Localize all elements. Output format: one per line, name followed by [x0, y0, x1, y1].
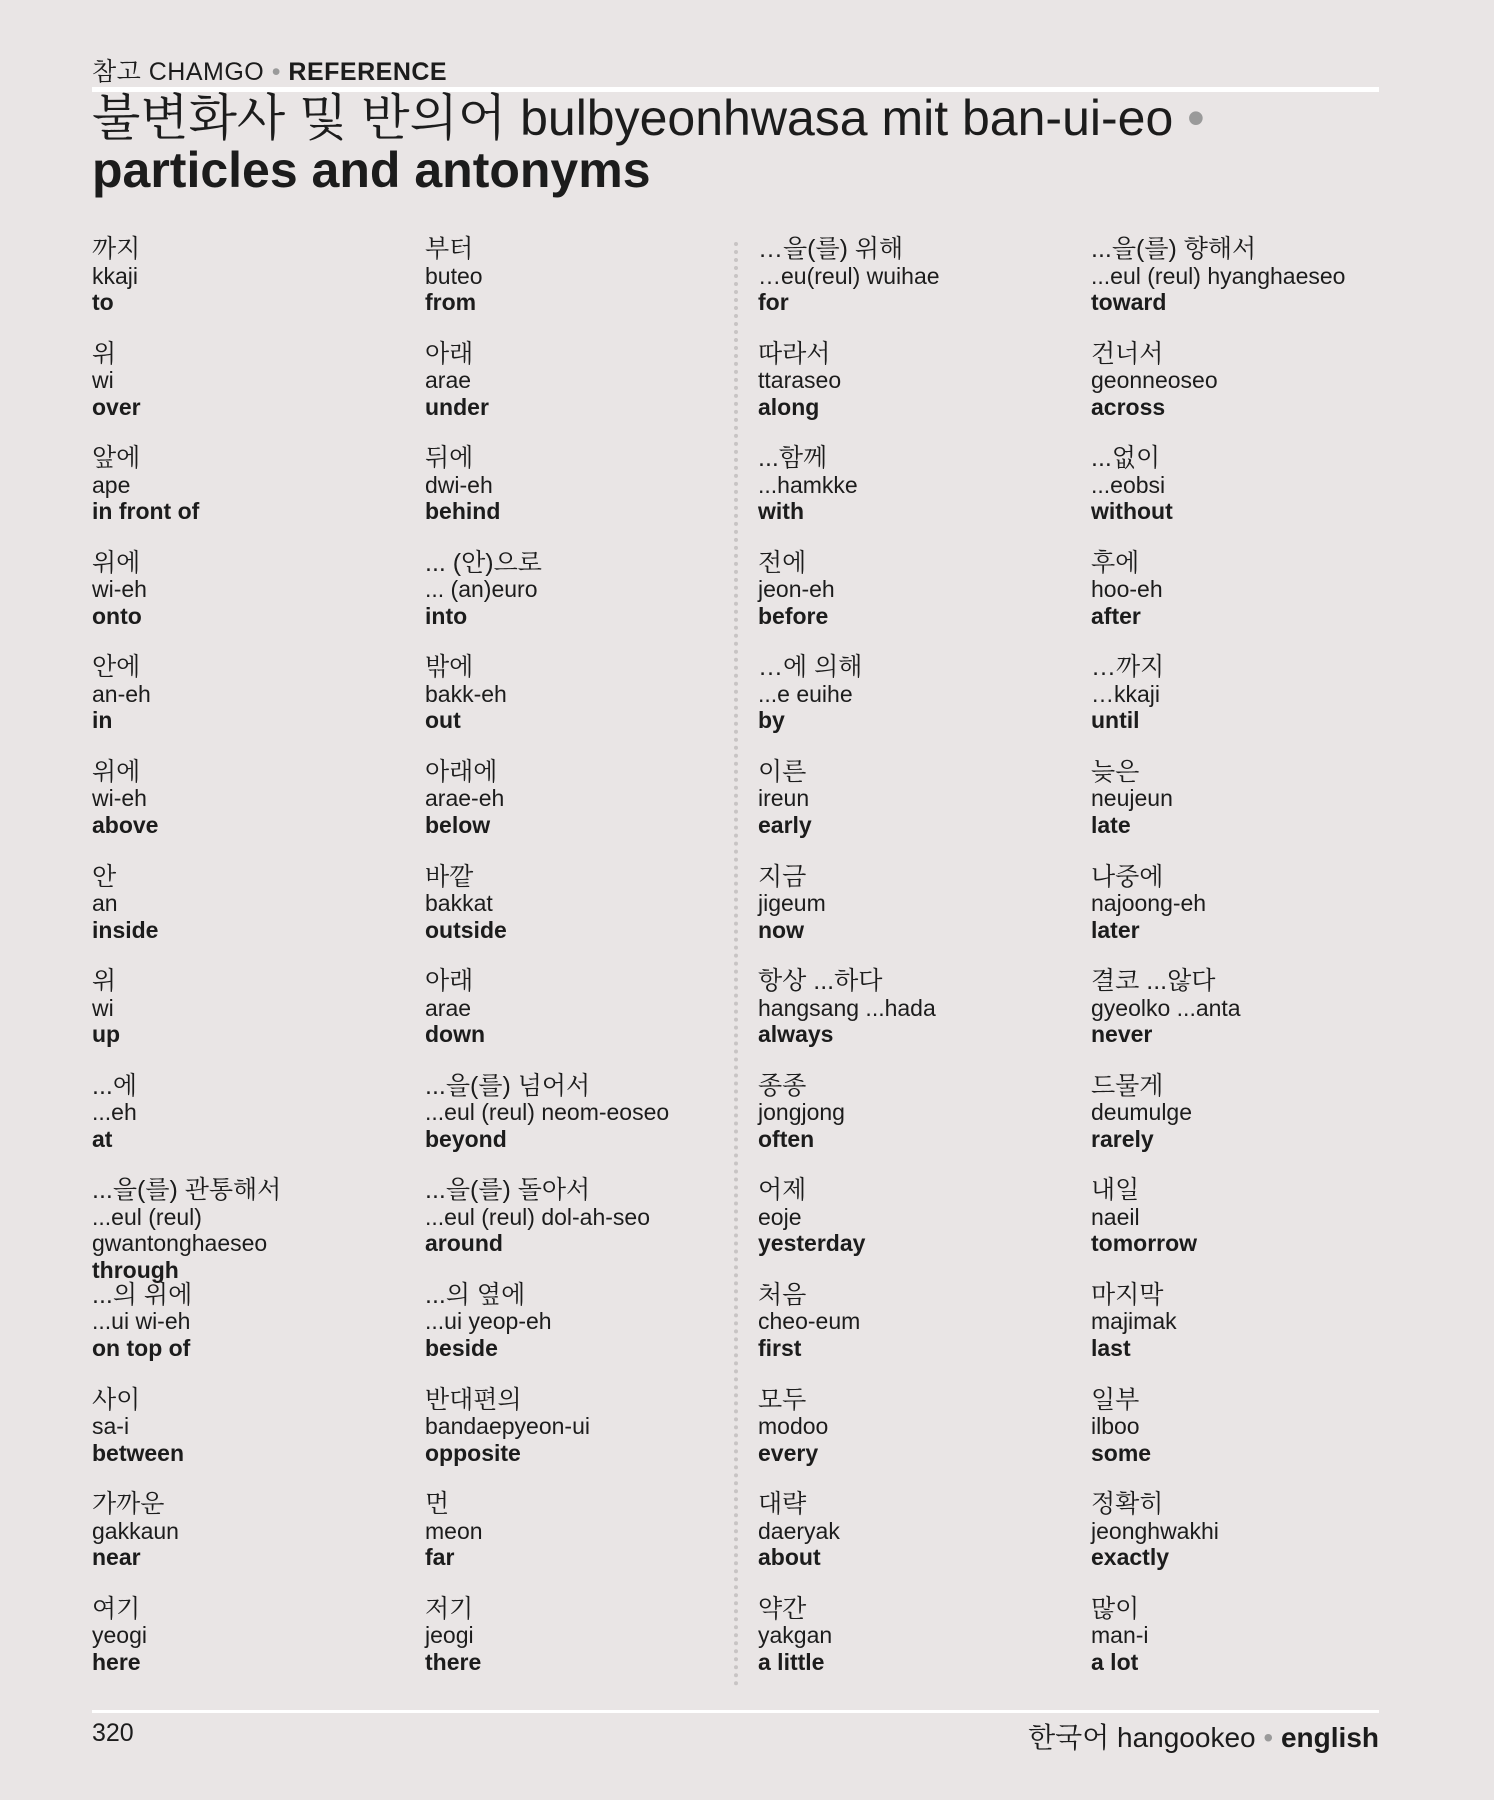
romanization: arae — [425, 994, 472, 1021]
list-item — [758, 1491, 1078, 1596]
romanization: …eu(reul) wuihae — [758, 262, 940, 289]
list-item — [1091, 236, 1411, 341]
english-word: on top of — [92, 1334, 191, 1361]
romanization: ...eul (reul) neom-eoseo — [425, 1099, 670, 1126]
section-kicker — [92, 52, 447, 88]
list-item — [1091, 1177, 1411, 1282]
english-word: yesterday — [758, 1230, 866, 1257]
romanization: bandaepyeon-ui — [425, 1413, 590, 1440]
romanization: jeonghwakhi — [1091, 1517, 1219, 1544]
korean-word: 약간 — [758, 1594, 807, 1623]
korean-word: 위 — [92, 967, 117, 996]
english-word: beside — [425, 1334, 498, 1361]
korean-word: 결코 ...않다 — [1091, 967, 1216, 996]
korean-word: 모두 — [758, 1385, 807, 1414]
english-word: every — [758, 1439, 819, 1466]
romanization: yeogi — [92, 1622, 147, 1649]
romanization: ttaraseo — [758, 367, 842, 394]
romanization: wi-eh — [92, 576, 147, 603]
romanization: ...ui wi-eh — [92, 1308, 191, 1335]
word-column — [1091, 236, 1411, 1700]
romanization: jeogi — [425, 1622, 474, 1649]
korean-word: 내일 — [1091, 1176, 1140, 1205]
list-item — [1091, 1387, 1411, 1492]
kicker-korean: 참고 CHAMGO — [92, 58, 265, 86]
romanization: jeon-eh — [758, 576, 835, 603]
romanization: cheo-eum — [758, 1308, 861, 1335]
list-item — [1091, 550, 1411, 655]
english-word: at — [92, 1125, 113, 1152]
romanization: deumulge — [1091, 1099, 1193, 1126]
english-word: near — [92, 1544, 141, 1571]
romanization: jongjong — [758, 1099, 845, 1126]
korean-word: 사이 — [92, 1385, 141, 1414]
footer-korean: 한국어 hangookeo — [1028, 1722, 1256, 1753]
english-word: beyond — [425, 1125, 507, 1152]
romanization: ilboo — [1091, 1413, 1140, 1440]
romanization: eoje — [758, 1203, 802, 1230]
list-item — [425, 1491, 745, 1596]
english-word: a little — [758, 1648, 825, 1675]
romanization: ape — [92, 471, 131, 498]
korean-word: 전에 — [758, 548, 807, 577]
english-word: now — [758, 916, 804, 943]
english-word: often — [758, 1125, 815, 1152]
list-item — [92, 1596, 412, 1701]
korean-word: 반대편의 — [425, 1385, 522, 1414]
korean-word: …에 의해 — [758, 653, 863, 682]
english-word: to — [92, 289, 114, 315]
korean-word: 저기 — [425, 1594, 474, 1623]
list-item — [425, 236, 745, 341]
list-item — [1091, 1491, 1411, 1596]
list-item — [425, 445, 745, 550]
english-word: with — [758, 498, 804, 525]
list-item — [1091, 864, 1411, 969]
korean-word: ...함께 — [758, 444, 828, 473]
list-item — [758, 1282, 1078, 1387]
english-word: between — [92, 1439, 185, 1466]
kicker-separator: • — [271, 58, 281, 86]
korean-word: 일부 — [1091, 1385, 1140, 1414]
korean-word: 부터 — [425, 235, 474, 263]
korean-word: 마지막 — [1091, 1280, 1164, 1309]
list-item — [1091, 654, 1411, 759]
english-word: a lot — [1091, 1648, 1139, 1675]
list-item — [758, 654, 1078, 759]
word-column — [92, 236, 412, 1700]
english-word: about — [758, 1544, 821, 1571]
korean-word: …까지 — [1091, 653, 1165, 682]
english-word: early — [758, 811, 812, 838]
korean-word: 따라서 — [758, 339, 831, 368]
word-column — [425, 236, 745, 1700]
korean-word: ...을(를) 향해서 — [1091, 235, 1257, 263]
english-word: until — [1091, 707, 1140, 734]
romanization: ...eul (reul) — [92, 1203, 202, 1230]
english-word: later — [1091, 916, 1140, 943]
list-item — [1091, 1596, 1411, 1701]
korean-word: 앞에 — [92, 444, 141, 473]
korean-word: ...의 위에 — [92, 1280, 193, 1309]
korean-word: 아래 — [425, 967, 474, 996]
english-word: always — [758, 1021, 834, 1048]
list-item — [425, 1387, 745, 1492]
english-word: around — [425, 1230, 503, 1257]
korean-word: 까지 — [92, 235, 141, 263]
english-word: from — [425, 289, 477, 315]
list-item — [758, 1073, 1078, 1178]
english-word: far — [425, 1544, 455, 1571]
english-word: down — [425, 1021, 486, 1048]
romanization: bakk-eh — [425, 680, 507, 707]
english-word: in — [92, 707, 113, 734]
list-item — [425, 1596, 745, 1701]
romanization: ...eh — [92, 1099, 137, 1126]
korean-word: 많이 — [1091, 1594, 1140, 1623]
list-item — [1091, 1282, 1411, 1387]
romanization: …kkaji — [1091, 680, 1161, 707]
list-item — [92, 759, 412, 864]
romanization: ...eul (reul) hyanghaeseo — [1091, 262, 1346, 289]
list-item — [425, 864, 745, 969]
list-item — [758, 864, 1078, 969]
korean-word: 건너서 — [1091, 339, 1164, 368]
list-item — [92, 1387, 412, 1492]
korean-word: 늦은 — [1091, 757, 1140, 786]
english-word: after — [1091, 602, 1141, 629]
korean-word: ... (안)으로 — [425, 548, 542, 577]
romanization: wi-eh — [92, 785, 147, 812]
romanization: ...hamkke — [758, 471, 858, 498]
korean-word: 위 — [92, 339, 117, 368]
romanization: ...e euihe — [758, 680, 853, 707]
romanization: buteo — [425, 262, 483, 289]
romanization: naeil — [1091, 1203, 1140, 1230]
korean-word: 지금 — [758, 862, 807, 891]
korean-word: 이른 — [758, 757, 807, 786]
list-item — [425, 1073, 745, 1178]
list-item — [92, 1073, 412, 1178]
romanization: an-eh — [92, 680, 151, 707]
list-item — [92, 968, 412, 1073]
korean-word: ...없이 — [1091, 444, 1161, 473]
romanization: ...eobsi — [1091, 471, 1166, 498]
romanization: gwantonghaeseo — [92, 1230, 268, 1257]
romanization: gakkaun — [92, 1517, 179, 1544]
english-word: rarely — [1091, 1125, 1154, 1152]
korean-word: 안에 — [92, 653, 141, 682]
footer-separator: • — [1263, 1722, 1274, 1753]
english-word: below — [425, 811, 491, 838]
korean-word: 종종 — [758, 1071, 807, 1100]
english-word: late — [1091, 811, 1131, 838]
english-word: opposite — [425, 1439, 521, 1466]
list-item — [92, 864, 412, 969]
list-item — [425, 1282, 745, 1387]
romanization: gyeolko ...anta — [1091, 994, 1241, 1021]
korean-word: …을(를) 위해 — [758, 235, 904, 263]
korean-word: ...에 — [92, 1071, 137, 1100]
romanization: najoong-eh — [1091, 890, 1207, 917]
korean-word: ...을(를) 관통해서 — [92, 1176, 282, 1205]
romanization: an — [92, 890, 118, 917]
list-item — [92, 445, 412, 550]
romanization: wi — [92, 994, 114, 1021]
english-word: exactly — [1091, 1544, 1170, 1571]
romanization: daeryak — [758, 1517, 840, 1544]
footer-english: english — [1280, 1722, 1379, 1753]
english-word: into — [425, 602, 468, 629]
english-word: tomorrow — [1091, 1230, 1198, 1257]
list-item — [425, 968, 745, 1073]
footer-rule — [92, 1710, 1379, 1713]
title-line-1: 불변화사 및 반의어 bulbyeonhwasa mit ban-ui-eo — [92, 90, 1174, 146]
list-item — [758, 968, 1078, 1073]
korean-word: ...을(를) 돌아서 — [425, 1176, 591, 1205]
list-item — [92, 1177, 412, 1282]
romanization: ...eul (reul) dol-ah-seo — [425, 1203, 650, 1230]
english-word: across — [1091, 393, 1166, 420]
romanization: kkaji — [92, 262, 139, 289]
list-item — [758, 445, 1078, 550]
english-word: along — [758, 393, 820, 420]
korean-word: 드물게 — [1091, 1071, 1164, 1100]
korean-word: 후에 — [1091, 548, 1140, 577]
list-item — [425, 550, 745, 655]
romanization: ...ui yeop-eh — [425, 1308, 552, 1335]
list-item — [92, 1282, 412, 1387]
english-word: outside — [425, 916, 507, 943]
english-word: there — [425, 1648, 482, 1675]
korean-word: 바깥 — [425, 862, 474, 891]
romanization: ireun — [758, 785, 810, 812]
title-line-2: particles and antonyms — [92, 142, 651, 198]
english-word: last — [1091, 1334, 1131, 1361]
list-item — [758, 1177, 1078, 1282]
english-word: without — [1091, 498, 1173, 525]
korean-word: 어제 — [758, 1176, 807, 1205]
list-item — [92, 341, 412, 446]
romanization: jigeum — [758, 890, 826, 917]
korean-word: 여기 — [92, 1594, 141, 1623]
english-word: before — [758, 602, 829, 629]
word-column — [758, 236, 1078, 1700]
list-item — [758, 759, 1078, 864]
english-word: over — [92, 393, 141, 420]
korean-word: 가까운 — [92, 1490, 165, 1519]
english-word: by — [758, 707, 785, 734]
list-item — [758, 1596, 1078, 1701]
korean-word: ...의 옆에 — [425, 1280, 526, 1309]
english-word: under — [425, 393, 489, 420]
list-item — [758, 550, 1078, 655]
romanization: ... (an)euro — [425, 576, 538, 603]
romanization: man-i — [1091, 1622, 1149, 1649]
korean-word: 위에 — [92, 757, 141, 786]
list-item — [92, 654, 412, 759]
list-item — [1091, 1073, 1411, 1178]
english-word: never — [1091, 1021, 1153, 1048]
romanization: hoo-eh — [1091, 576, 1163, 603]
korean-word: ...을(를) 넘어서 — [425, 1071, 591, 1100]
romanization: hangsang ...hada — [758, 994, 936, 1021]
romanization: sa-i — [92, 1413, 130, 1440]
korean-word: 항상 ...하다 — [758, 967, 883, 996]
romanization: neujeun — [1091, 785, 1173, 812]
page-title — [92, 92, 1205, 196]
list-item — [92, 236, 412, 341]
list-item — [425, 654, 745, 759]
kicker-english: REFERENCE — [288, 58, 448, 86]
romanization: yakgan — [758, 1622, 833, 1649]
title-separator: • — [1187, 90, 1205, 146]
korean-word: 아래 — [425, 339, 474, 368]
korean-word: 위에 — [92, 548, 141, 577]
english-word: inside — [92, 916, 159, 943]
korean-word: 먼 — [425, 1490, 450, 1519]
english-word: some — [1091, 1439, 1152, 1466]
list-item — [92, 550, 412, 655]
romanization: wi — [92, 367, 114, 394]
list-item — [758, 236, 1078, 341]
romanization: majimak — [1091, 1308, 1177, 1335]
column-divider — [734, 242, 738, 1687]
english-word: toward — [1091, 289, 1167, 315]
romanization: dwi-eh — [425, 471, 493, 498]
korean-word: 뒤에 — [425, 444, 474, 473]
romanization: meon — [425, 1517, 483, 1544]
list-item — [758, 1387, 1078, 1492]
list-item — [1091, 445, 1411, 550]
english-word: above — [92, 811, 159, 838]
korean-word: 처음 — [758, 1280, 807, 1309]
list-item — [1091, 341, 1411, 446]
footer-language — [1028, 1716, 1379, 1756]
english-word: first — [758, 1334, 802, 1361]
english-word: in front of — [92, 498, 200, 525]
korean-word: 아래에 — [425, 757, 498, 786]
korean-word: 정확히 — [1091, 1490, 1164, 1519]
list-item — [425, 1177, 745, 1282]
korean-word: 대략 — [758, 1490, 807, 1519]
list-item — [758, 341, 1078, 446]
romanization: arae — [425, 367, 472, 394]
english-word: here — [92, 1648, 141, 1675]
english-word: for — [758, 289, 789, 315]
list-item — [1091, 968, 1411, 1073]
page-number: 320 — [92, 1719, 134, 1747]
korean-word: 나중에 — [1091, 862, 1164, 891]
romanization: bakkat — [425, 890, 493, 917]
english-word: out — [425, 707, 461, 734]
romanization: arae-eh — [425, 785, 505, 812]
romanization: modoo — [758, 1413, 829, 1440]
english-word: behind — [425, 498, 501, 525]
english-word: through — [92, 1256, 179, 1283]
english-word: onto — [92, 602, 142, 629]
list-item — [1091, 759, 1411, 864]
korean-word: 안 — [92, 862, 117, 891]
korean-word: 밖에 — [425, 653, 474, 682]
english-word: up — [92, 1021, 121, 1048]
list-item — [425, 759, 745, 864]
list-item — [92, 1491, 412, 1596]
romanization: geonneoseo — [1091, 367, 1218, 394]
list-item — [425, 341, 745, 446]
